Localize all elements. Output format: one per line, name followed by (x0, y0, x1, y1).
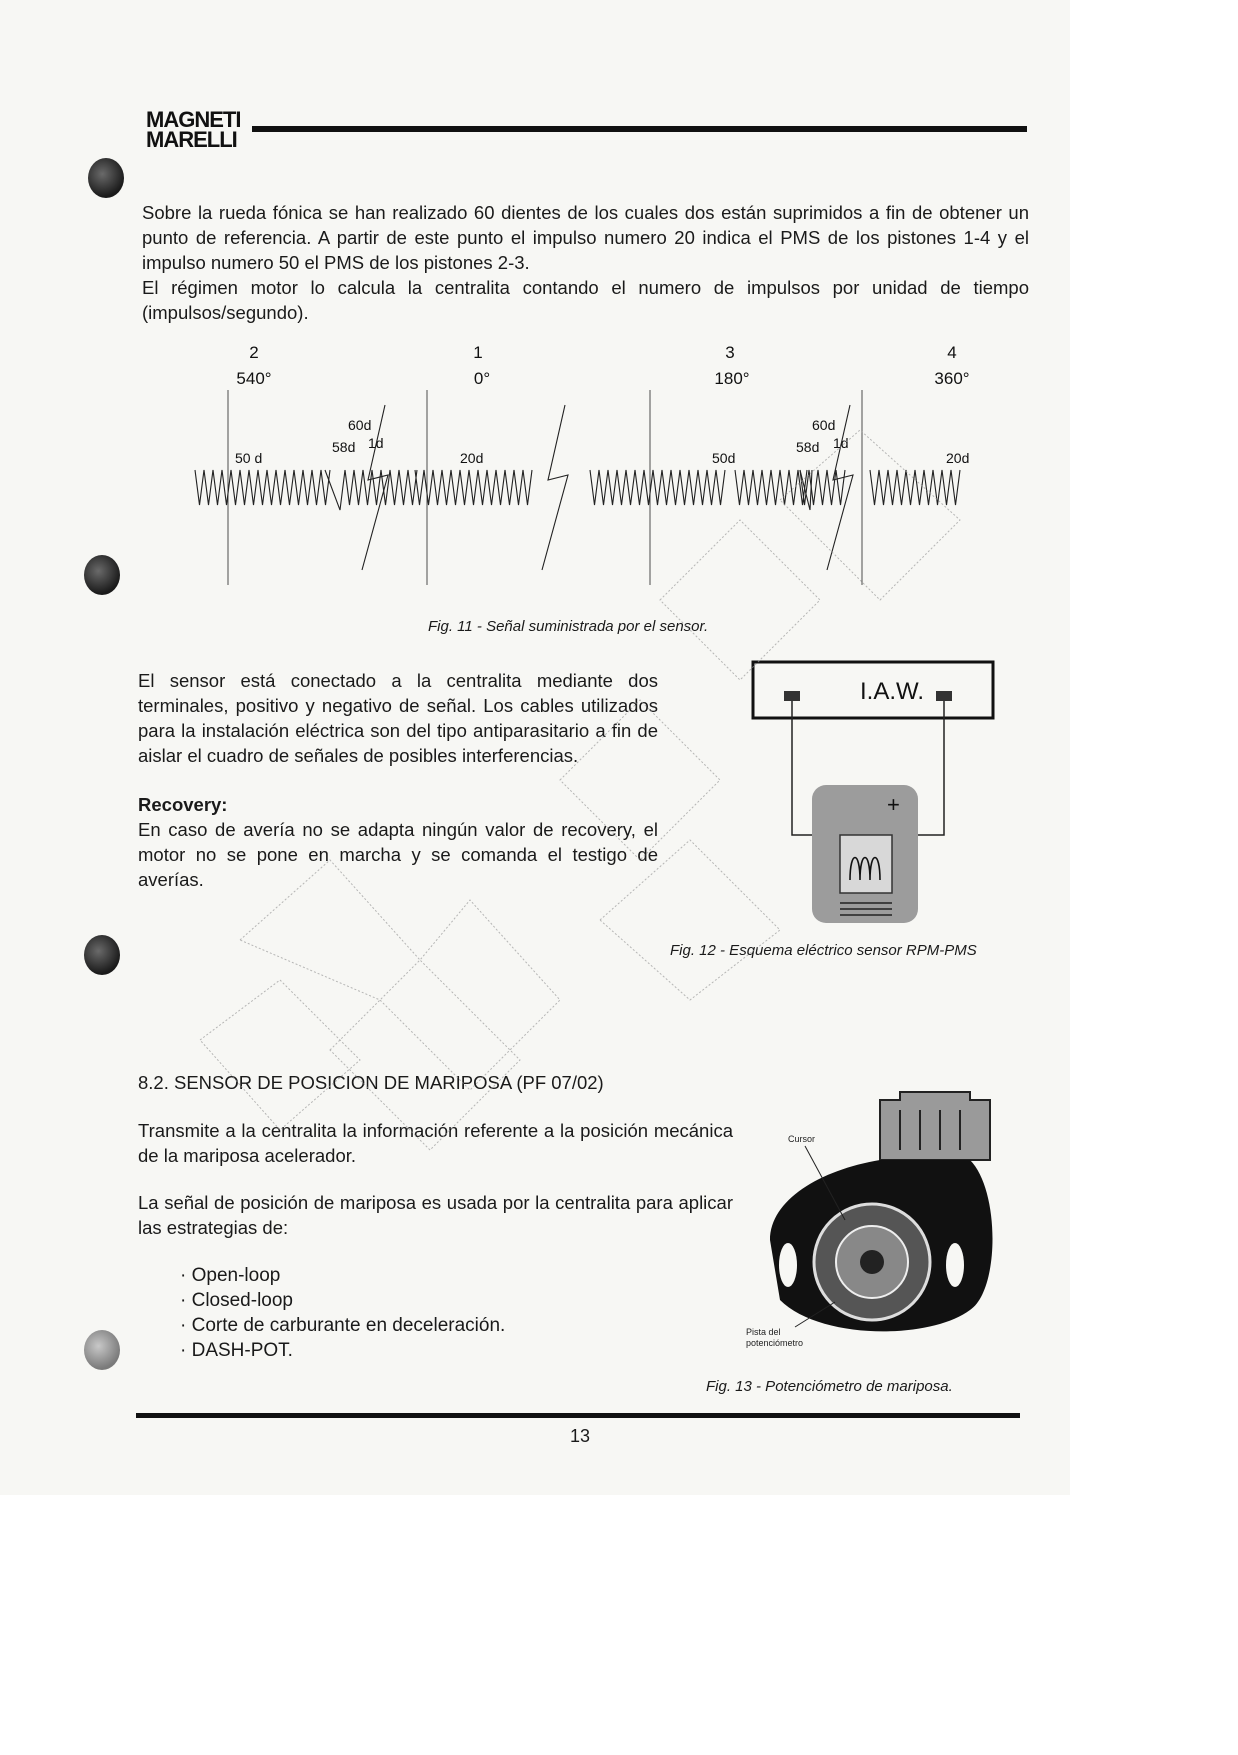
punch-hole (84, 1330, 120, 1370)
section-paragraph-2: La señal de posición de mariposa es usada por la centralita para aplicar las estrategias de: (138, 1192, 733, 1238)
marker-cyl-3: 3 (725, 343, 735, 362)
mounting-hole-left (779, 1243, 797, 1287)
missing-tooth-gap (325, 470, 345, 510)
recovery-text: En caso de avería no se adapta ningún valor de recovery, el motor no se pone en marcha y se comanda el testigo de averías. (138, 819, 658, 890)
terminal-left (784, 691, 800, 701)
footer-rule (136, 1413, 1020, 1418)
intro-paragraph-2: El régimen motor lo calcula la centralita contando el numero de impulsos por unidad de tiempo (impulsos/segundo). (142, 277, 1029, 323)
section-paragraph-1: Transmite a la centralita la información referente a la posición mecánica de la mariposa acelerador. (138, 1120, 733, 1166)
header-rule (252, 126, 1027, 132)
track-label-line1: Pista del (746, 1327, 781, 1337)
logo-line-2: MARELLI (146, 127, 237, 152)
fig12-electrical-diagram (750, 655, 1010, 935)
marker-deg-360: 360° (934, 369, 970, 388)
sensor-core (840, 835, 892, 893)
fig11-caption: Fig. 11 - Señal suministrada por el sensor. (428, 618, 709, 635)
sensor-paragraph: El sensor está conectado a la centralita mediante dos terminales, positivo y negativo de señal. Los cables utilizados para la instalación eléctrica son del tipo antiparasitario a fin de aislar el cuadro de señales de posibles interferencias. (138, 670, 658, 766)
fig12-caption: Fig. 12 - Esquema eléctrico sensor RPM-PMS (670, 942, 977, 959)
list-item: · Closed-loop (180, 1288, 505, 1313)
fig11-signal-diagram (190, 340, 990, 595)
label-50d-b: 50d (712, 450, 736, 466)
list-item: · DASH-POT. (180, 1338, 505, 1363)
label-60d-a: 60d (348, 417, 372, 433)
recovery-title: Recovery: (138, 794, 228, 815)
marker-deg-180: 180° (714, 369, 750, 388)
label-20d-a: 20d (460, 450, 484, 466)
marker-cyl-1: 1 (473, 343, 483, 362)
label-58d-b: 58d (796, 439, 820, 455)
marker-deg-0: 0° (473, 369, 491, 388)
strategy-list (180, 1263, 505, 1363)
label-58d-a: 58d (332, 439, 356, 455)
track-label-line2: potenciómetro (746, 1338, 804, 1348)
sensor-waveform (195, 470, 960, 505)
marker-cyl-2: 2 (249, 343, 259, 362)
logo-line-1: MAGNETI (146, 107, 241, 132)
terminal-right (936, 691, 952, 701)
page-number: 13 (569, 1426, 591, 1446)
label-60d-b: 60d (812, 417, 836, 433)
intro-paragraph-1: Sobre la rueda fónica se han realizado 60 dientes de los cuales dos están suprimidos a fin de obtener un punto de referencia. A partir de este punto el impulso numero 20 indica el PMS de los pistones 1-4 y el impulso numero 50 el PMS de los pistones 2-3. (142, 202, 1029, 273)
plus-sign: + (887, 792, 900, 817)
fig13-caption: Fig. 13 - Potenciómetro de mariposa. (706, 1378, 953, 1395)
rotor-hub (860, 1250, 884, 1274)
list-item: · Open-loop (180, 1263, 505, 1288)
section-title: 8.2. SENSOR DE POSICION DE MARIPOSA (PF 07/02) (138, 1072, 604, 1093)
cursor-label: Cursor (788, 1134, 816, 1144)
punch-hole (84, 935, 120, 975)
magneti-marelli-logo (146, 107, 250, 152)
mounting-hole-right (946, 1243, 964, 1287)
label-20d-b: 20d (946, 450, 970, 466)
punch-hole (84, 555, 120, 595)
marker-cyl-4: 4 (947, 343, 957, 362)
list-item: · Corte de carburante en deceleración. (180, 1313, 505, 1338)
break-zigzag (542, 405, 568, 570)
label-1d-b: 1d (833, 435, 849, 451)
potentiometer-housing (880, 1092, 990, 1160)
label-1d-a: 1d (368, 435, 384, 451)
iaw-label: I.A.W. (860, 678, 925, 705)
marker-deg-540: 540° (236, 369, 272, 388)
punch-hole (88, 158, 124, 198)
label-50d-a: 50 d (235, 450, 263, 466)
fig13-potentiometer-drawing (740, 1090, 1010, 1360)
